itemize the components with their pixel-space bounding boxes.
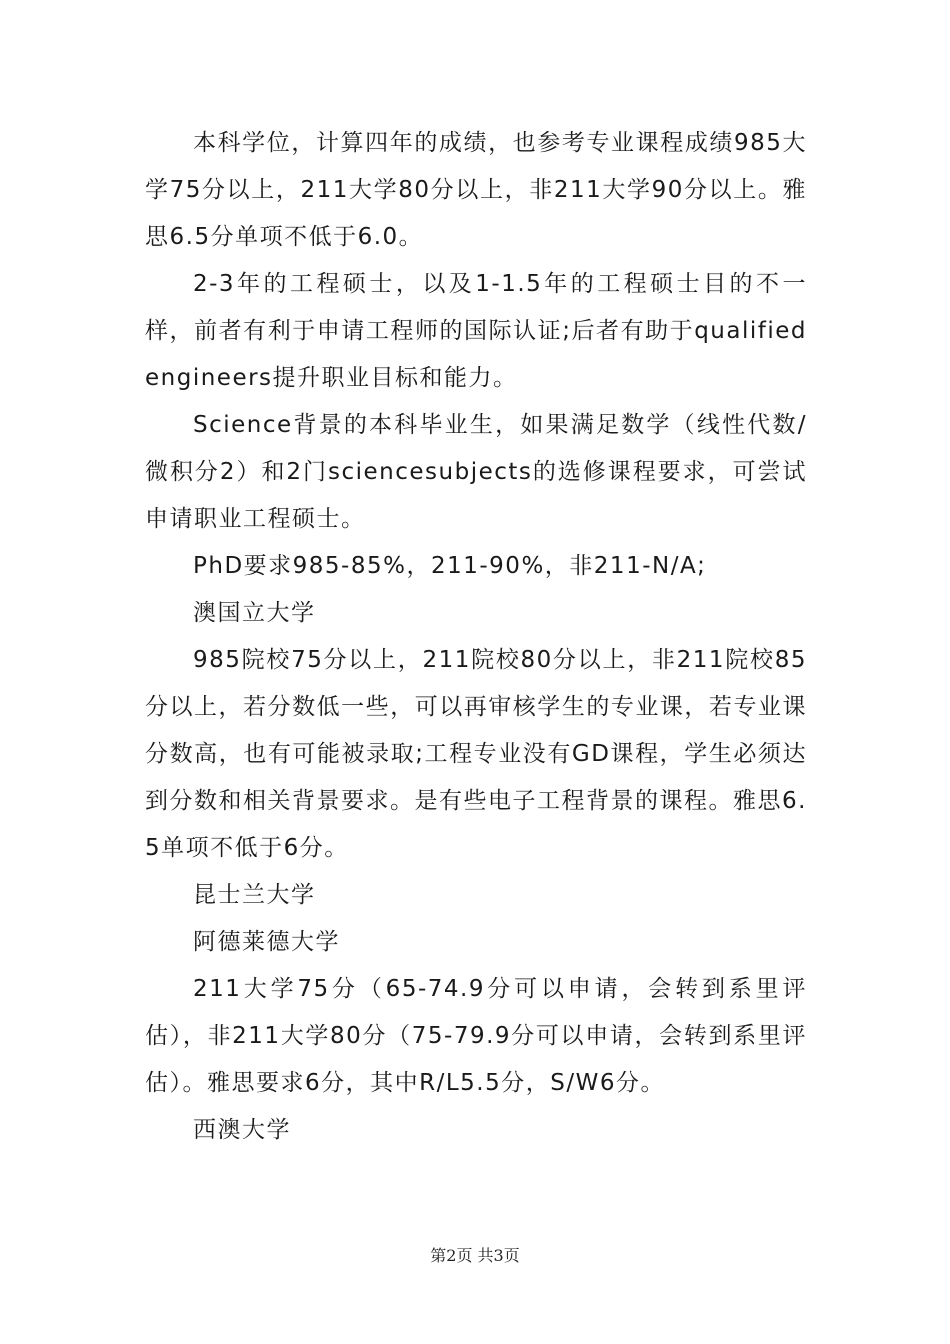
- heading-adelaide: 阿德莱德大学: [193, 929, 340, 955]
- paragraph-adelaide-requirements: 211大学75分（65-74.9分可以申请，会转到系里评估），非211大学80分（75-79.9分可以申请，会转到系里评估）。雅思要求6分，其中R/L5.5分，S/W6分。: [145, 976, 807, 1096]
- paragraph-science-background: Science背景的本科毕业生，如果满足数学（线性代数/微积分2）和2门sciencesubjects的选修课程要求，可尝试申请职业工程硕士。: [145, 412, 807, 532]
- heading-anu: 澳国立大学: [193, 600, 316, 626]
- paragraph-engineering-masters: 2-3年的工程硕士，以及1-1.5年的工程硕士目的不一样，前者有利于申请工程师的国际认证;后者有助于qualifiedengineers提升职业目标和能力。: [145, 271, 807, 391]
- heading-uq: 昆士兰大学: [193, 882, 316, 908]
- page-number-footer: 第2页 共3页: [430, 1246, 520, 1265]
- paragraph-anu-requirements: 985院校75分以上，211院校80分以上，非211院校85分以上，若分数低一些，可以再审核学生的专业课，若专业课分数高，也有可能被录取;工程专业没有GD课程，学生必须达到分数和相关背景要求。是有些电子工程背景的课程。雅思6.5单项不低于6分。: [145, 647, 807, 861]
- heading-uwa: 西澳大学: [193, 1117, 291, 1143]
- paragraph-undergrad-requirements: 本科学位，计算四年的成绩，也参考专业课程成绩985大学75分以上，211大学80分以上，非211大学90分以上。雅思6.5分单项不低于6.0。: [145, 130, 807, 250]
- paragraph-phd-requirements: PhD要求985-85%，211-90%，非211-N/A;: [193, 553, 707, 579]
- document-body: [145, 120, 807, 1154]
